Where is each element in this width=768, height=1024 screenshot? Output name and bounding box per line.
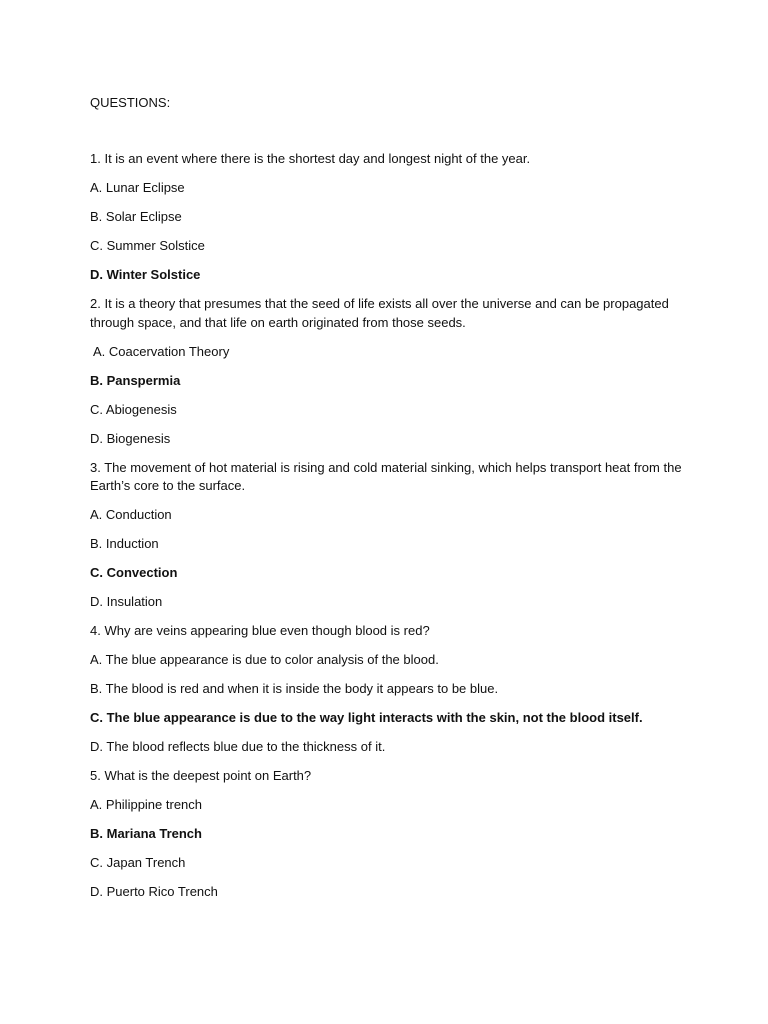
question-1-option-c: C. Summer Solstice	[90, 238, 205, 253]
question-1-text: 1. It is an event where there is the shortest day and longest night of the year.	[90, 151, 531, 166]
question-5-option-a: A. Philippine trench	[90, 797, 203, 812]
question-1-option-b: B. Solar Eclipse	[90, 209, 182, 224]
question-4-option-b: B. The blood is red and when it is inside the body it appears to be blue.	[90, 681, 499, 696]
question-list	[90, 150, 690, 912]
question-2-option-c: C. Abiogenesis	[90, 401, 177, 417]
question-2-text: 2. It is a theory that presumes that the seed of life exists all over the universe and can be propagated through space, and that life on earth originated from those seeds.	[90, 296, 669, 330]
question-1-option-a: A. Lunar Eclipse	[90, 180, 185, 195]
question-3-text: 3. The movement of hot material is rising and cold material sinking, which helps transport heat from the Earth’s core to the surface.	[90, 459, 682, 493]
question-2-option-d: D. Biogenesis	[90, 430, 171, 446]
question-4-text: 4. Why are veins appearing blue even though blood is red?	[90, 623, 430, 638]
question-4-option-a: A. The blue appearance is due to color analysis of the blood.	[90, 652, 439, 667]
question-3-option-b: B. Induction	[90, 536, 159, 551]
question-4-option-c-answer: C. The blue appearance is due to the way light interacts with the skin, not the blood itself.	[90, 710, 643, 725]
question-5-text: 5. What is the deepest point on Earth?	[90, 768, 312, 783]
question-3-option-a: A. Conduction	[90, 507, 172, 522]
question-5-option-c: C. Japan Trench	[90, 855, 186, 870]
question-2-option-b-answer: B. Panspermia	[90, 372, 181, 388]
question-1-option-d-answer: D. Winter Solstice	[90, 267, 201, 282]
question-3-option-d: D. Insulation	[90, 594, 163, 609]
question-5-option-d: D. Puerto Rico Trench	[90, 884, 218, 899]
question-5-option-b-answer: B. Mariana Trench	[90, 826, 202, 841]
page-title: QUESTIONS:	[90, 95, 171, 110]
question-4-option-d: D. The blood reflects blue due to the thickness of it.	[90, 739, 386, 754]
question-2-option-a: A. Coacervation Theory	[93, 343, 230, 359]
question-3-option-c-answer: C. Convection	[90, 565, 178, 580]
